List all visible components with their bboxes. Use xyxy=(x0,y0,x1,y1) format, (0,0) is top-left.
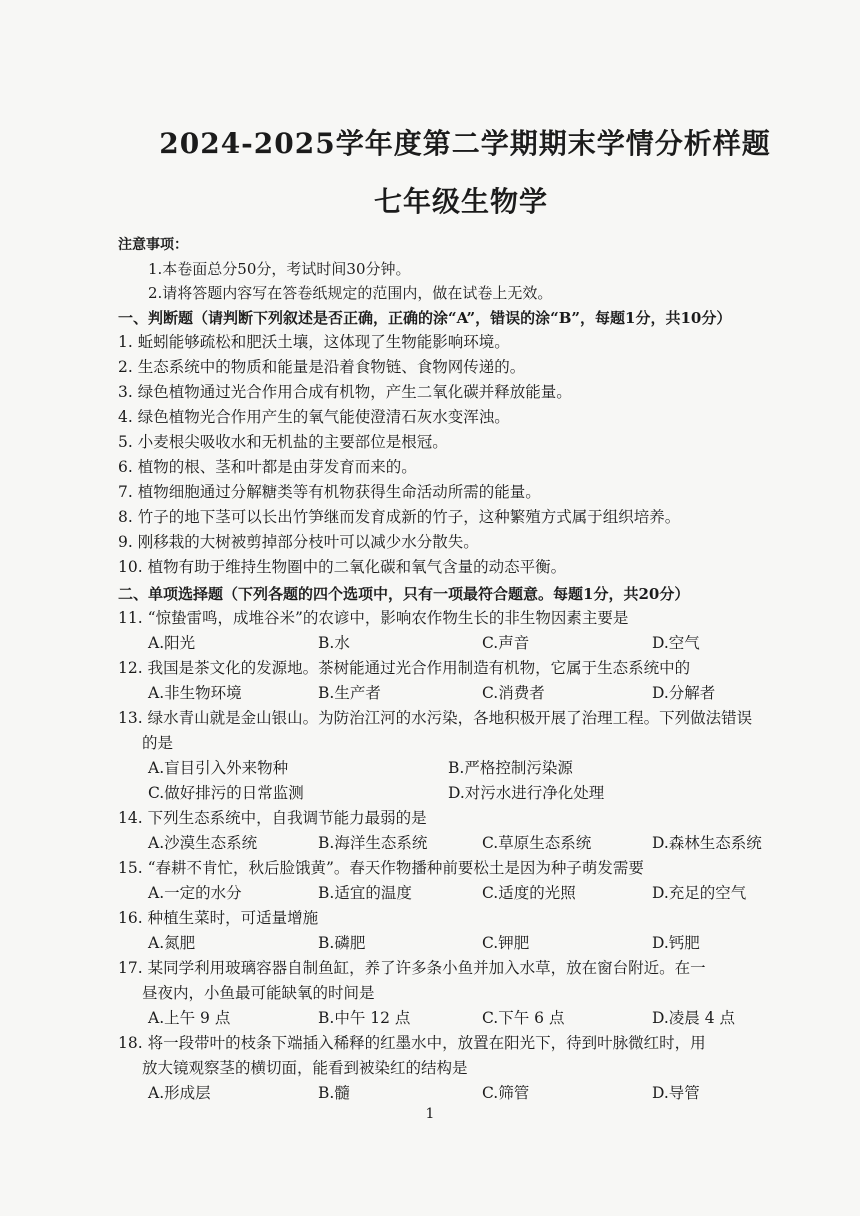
option-d: D.充足的空气 xyxy=(652,884,747,902)
option-b: B.适宜的温度 xyxy=(318,884,412,902)
section-heading: 一、判断题（请判断下列叙述是否正确，正确的涂“A”，错误的涂“B”，每题1分，共10分） xyxy=(118,309,732,327)
option-b: B.中午 12 点 xyxy=(318,1009,411,1027)
question-stem: 11. “惊蛰雷鸣，成堆谷米”的农谚中，影响农作物生长的非生物因素主要是 xyxy=(118,609,629,627)
question-16 xyxy=(112,906,798,956)
option-b: B.磷肥 xyxy=(318,934,366,952)
option-b: B.海洋生态系统 xyxy=(318,834,428,852)
option-b: B.髓 xyxy=(318,1084,350,1102)
option-c: C.草原生态系统 xyxy=(482,834,592,852)
options xyxy=(148,931,798,956)
option-a: A.形成层 xyxy=(148,1084,211,1102)
question-stem: 16. 种植生菜时，可适量增施 xyxy=(118,909,319,927)
question-stem: 12. 我国是茶文化的发源地。茶树能通过光合作用制造有机物，它属于生态系统中的 xyxy=(118,659,691,677)
option-d: D.钙肥 xyxy=(652,934,700,952)
question-stem: 17. 某同学利用玻璃容器自制鱼缸，养了许多条小鱼并加入水草，放在窗台附近。在一 xyxy=(118,959,706,977)
question-stem-continued: 的是 xyxy=(142,734,174,752)
option-a: A.一定的水分 xyxy=(148,884,242,902)
options xyxy=(148,831,798,856)
question-17 xyxy=(112,956,798,1031)
option-b: B.水 xyxy=(318,634,350,652)
question-stem-continued: 放大镜观察茎的横切面，能看到被染红的结构是 xyxy=(142,1059,468,1077)
question-11 xyxy=(112,606,798,656)
question-stem: 14. 下列生态系统中，自我调节能力最弱的是 xyxy=(118,809,427,827)
options xyxy=(148,756,798,806)
option-d: D.空气 xyxy=(652,634,700,652)
option-d: D.森林生态系统 xyxy=(652,834,762,852)
option-c: C.钾肥 xyxy=(482,934,530,952)
question-18 xyxy=(112,1031,798,1106)
question-15 xyxy=(112,856,798,906)
option-d: D.凌晨 4 点 xyxy=(652,1009,736,1027)
option-c: C.下午 6 点 xyxy=(482,1009,565,1027)
question-14 xyxy=(112,806,798,856)
question-stem-continued: 昼夜内，小鱼最可能缺氧的时间是 xyxy=(142,984,375,1002)
options xyxy=(148,1081,798,1106)
option-a: A.盲目引入外来物种 xyxy=(148,759,289,777)
option-c: C.声音 xyxy=(482,634,530,652)
page-number: 1 xyxy=(425,1106,435,1122)
option-c: C.做好排污的日常监测 xyxy=(148,784,304,802)
question-13 xyxy=(112,706,798,806)
option-b: B.严格控制污染源 xyxy=(448,759,573,777)
question: 1. 蚯蚓能够疏松和肥沃土壤，这体现了生物能影响环境。 xyxy=(118,333,510,351)
question: 7. 植物细胞通过分解糖类等有机物获得生命活动所需的能量。 xyxy=(118,483,541,501)
option-b: B.生产者 xyxy=(318,684,381,702)
options xyxy=(148,631,798,656)
question: 8. 竹子的地下茎可以长出竹笋继而发育成新的竹子，这种繁殖方式属于组织培养。 xyxy=(118,508,681,526)
section-judgement xyxy=(112,306,798,580)
question-stem: 18. 将一段带叶的枝条下端插入稀释的红墨水中，放置在阳光下，待到叶脉微红时，用 xyxy=(118,1034,706,1052)
option-a: A.氮肥 xyxy=(148,934,196,952)
option-c: C.适度的光照 xyxy=(482,884,576,902)
question: 10. 植物有助于维持生物圈中的二氧化碳和氧气含量的动态平衡。 xyxy=(118,558,567,576)
option-d: D.对污水进行净化处理 xyxy=(448,784,605,802)
page-title: 2024-2025学年度第二学期期末学情分析样题 xyxy=(159,127,771,160)
options xyxy=(148,681,798,706)
question-12 xyxy=(112,656,798,706)
question: 3. 绿色植物通过光合作用合成有机物，产生二氧化碳并释放能量。 xyxy=(118,383,572,401)
notes-block xyxy=(112,234,798,304)
option-c: C.消费者 xyxy=(482,684,545,702)
option-a: A.非生物环境 xyxy=(148,684,242,702)
section-heading: 二、单项选择题（下列各题的四个选项中，只有一项最符合题意。每题1分，共20分） xyxy=(118,585,690,603)
notes-heading: 注意事项： xyxy=(118,237,188,253)
option-c: C.筛管 xyxy=(482,1084,530,1102)
question: 9. 刚移栽的大树被剪掉部分枝叶可以减少水分散失。 xyxy=(118,533,479,551)
question: 6. 植物的根、茎和叶都是由芽发育而来的。 xyxy=(118,458,417,476)
question: 2. 生态系统中的物质和能量是沿着食物链、食物网传递的。 xyxy=(118,358,526,376)
option-a: A.阳光 xyxy=(148,634,196,652)
option-a: A.上午 9 点 xyxy=(148,1009,231,1027)
question: 4. 绿色植物光合作用产生的氧气能使澄清石灰水变浑浊。 xyxy=(118,408,510,426)
section-choice xyxy=(112,582,798,1106)
option-d: D.分解者 xyxy=(652,684,716,702)
option-a: A.沙漠生态系统 xyxy=(148,834,258,852)
question-stem: 13. 绿水青山就是金山银山。为防治江河的水污染，各地积极开展了治理工程。下列做法错误 xyxy=(118,709,753,727)
note-item: 1.本卷面总分50分，考试时间30分钟。 xyxy=(148,260,411,278)
option-d: D.导管 xyxy=(652,1084,700,1102)
note-item: 2.请将答题内容写在答卷纸规定的范围内，做在试卷上无效。 xyxy=(148,284,553,302)
options xyxy=(148,1006,798,1031)
question-stem: 15. “春耕不肯忙，秋后脸饿黄”。春天作物播种前要松土是因为种子萌发需要 xyxy=(118,859,644,877)
page-subtitle: 七年级生物学 xyxy=(373,185,548,218)
options xyxy=(148,881,798,906)
question: 5. 小麦根尖吸收水和无机盐的主要部位是根冠。 xyxy=(118,433,448,451)
